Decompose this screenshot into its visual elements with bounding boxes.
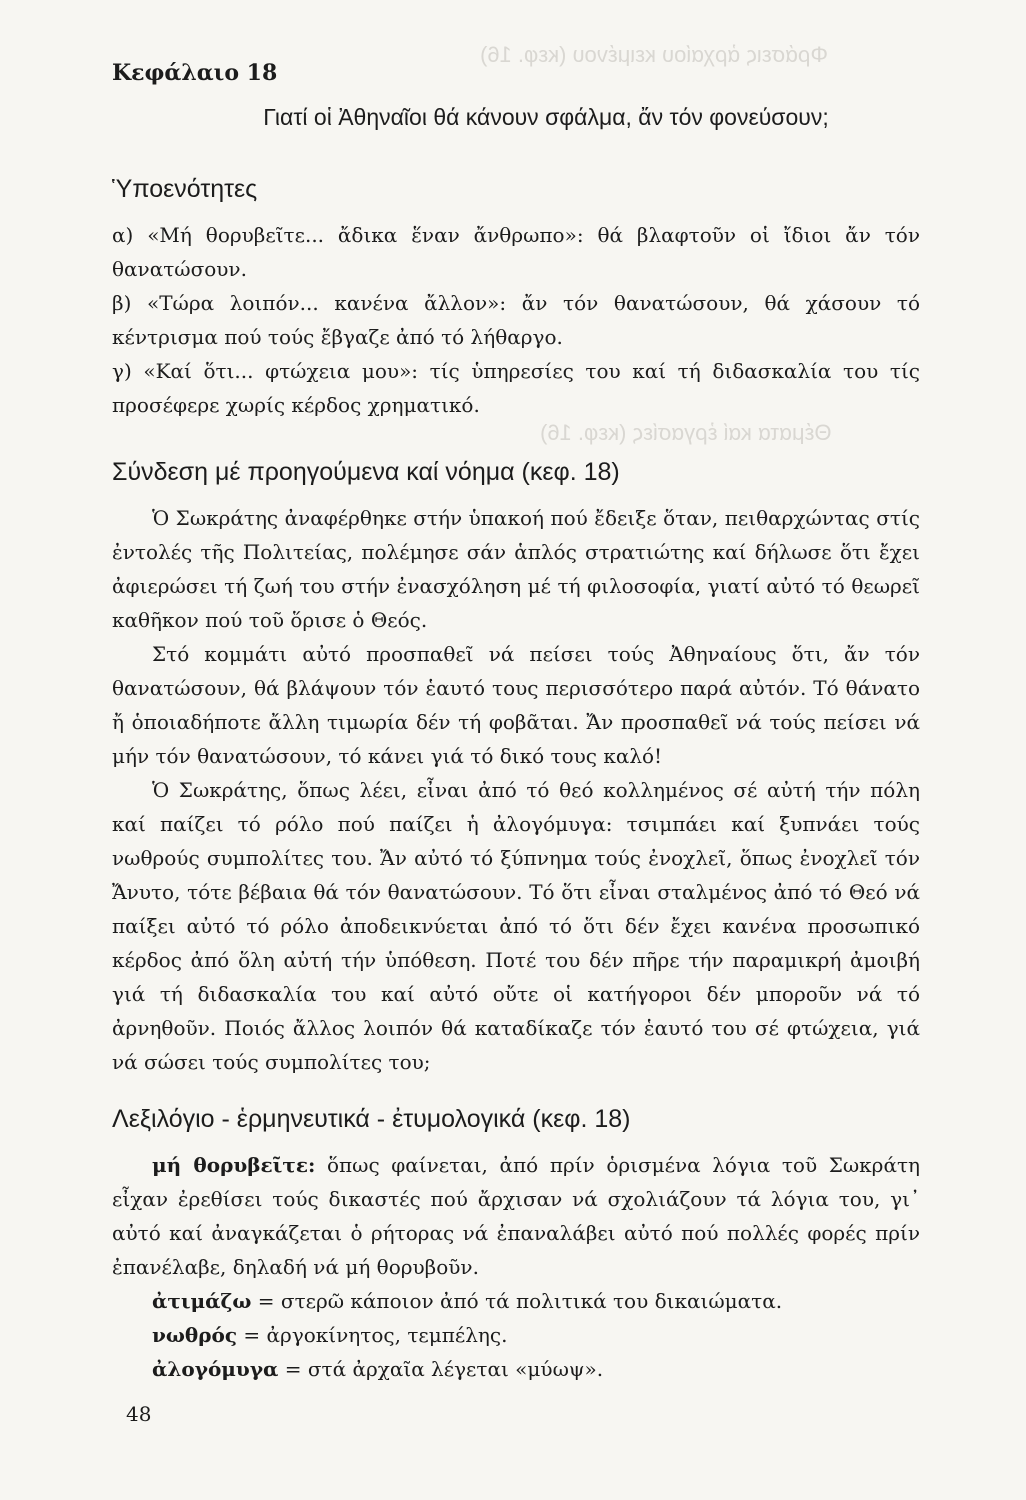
hypotheses-list xyxy=(112,218,920,422)
lexicon-title: Λεξιλόγιο - ἑρμηνευτικά - ἐτυμολογικά (κεφ. 18) xyxy=(112,1105,631,1133)
lexicon-definition: = στά ἀρχαῖα λέγεται «μύωψ». xyxy=(278,1357,604,1381)
lexicon-term: μή θορυβεῖτε: xyxy=(152,1153,316,1177)
lexicon-list xyxy=(112,1148,920,1386)
lexicon-definition: = ἀργοκίνητος, τεμπέλης. xyxy=(237,1323,508,1347)
hypothesis-item: β) «Τώρα λοιπόν... κανένα ἄλλον»: ἄν τόν θανατώσουν, θά χάσουν τό κέντρισμα πού τούς ἔβγαζε ἀπό τό λήθαργο. xyxy=(112,291,920,349)
hypothesis-item: γ) «Καί ὅτι... φτώχεια μου»: τίς ὑπηρεσίες του καί τή διδασκαλία του τίς προσέφερε χωρίς κέρδος χρηματικό. xyxy=(112,359,920,417)
lexicon-entry xyxy=(112,1284,920,1318)
lexicon-term: ἀλογόμυγα xyxy=(152,1357,279,1381)
lexicon-entry xyxy=(112,1318,920,1352)
connection-title: Σύνδεση μέ προηγούμενα καί νόημα (κεφ. 18) xyxy=(112,458,620,486)
lexicon-term: ἀτιμάζω xyxy=(152,1289,252,1313)
hypotheses-title: Ὑποενότητες xyxy=(112,175,258,203)
chapter-question: Γιατί οἱ Ἀθηναῖοι θά κάνουν σφάλμα, ἄν τόν φονεύσουν; xyxy=(263,104,829,130)
lexicon-term: νωθρός xyxy=(152,1323,238,1347)
bleed-through-text: Θέματα καί ἐργασίες (κεφ. 16) xyxy=(540,420,832,445)
page-number: 48 xyxy=(126,1402,152,1426)
page-content xyxy=(112,60,920,1386)
lexicon-entry xyxy=(112,1352,920,1386)
hypothesis-item: α) «Μή θορυβεῖτε... ἄδικα ἕναν ἄνθρωπο»: θά βλαφτοῦν οἱ ἴδιοι ἄν τόν θανατώσουν. xyxy=(112,223,920,281)
lexicon-definition: ὅπως φαίνεται, ἀπό πρίν ὁρισμένα λόγια τοῦ Σωκράτη εἶχαν ἐρεθίσει τούς δικαστές πού ἄρχισαν νά σχολιάζουν τά λόγια του, γι᾽ αὐτό καί ἀναγκάζεται ὁ ρήτορας νά ἐπαναλάβει αὐτό πού πολλές φορές πρίν ἐπανέλαβε, δηλαδή νά μή θορυβοῦν. xyxy=(112,1153,920,1279)
paragraph: Ὁ Σωκράτης ἀναφέρθηκε στήν ὑπακοή πού ἔδειξε ὅταν, πειθαρχώντας στίς ἐντολές τῆς Πολιτείας, πολέμησε σάν ἁπλός στρατιώτης καί δήλωσε ὅτι ἔχει ἀφιερώσει τή ζωή του στήν ἐνασχόληση μέ τή φιλοσοφία, γιατί αὐτό τό θεωρεῖ καθῆκον πού τοῦ ὅρισε ὁ Θεός. xyxy=(112,506,920,632)
connection-body xyxy=(112,501,920,1079)
bleed-through-text: Φράσεις ἀρχαίου κειμένου (κεφ. 16) xyxy=(480,42,828,67)
lexicon-definition: = στερῶ κάποιον ἀπό τά πολιτικά του δικαιώματα. xyxy=(251,1289,783,1313)
paragraph: Ὁ Σωκράτης, ὅπως λέει, εἶναι ἀπό τό θεό κολλημένος σέ αὐτή τήν πόλη καί παίζει τό ρόλο πού παίζει ἡ ἀλογόμυγα: τσιμπάει καί ξυπνάει τούς νωθρούς συμπολίτες του. Ἄν αὐτό τό ξύπνημα τούς ἐνοχλεῖ, ὅπως ἐνοχλεῖ τόν Ἄνυτο, τότε βέβαια θά τόν θανατώσουν. Τό ὅτι εἶναι σταλμένος ἀπό τό Θεό νά παίξει αὐτό τό ρόλο ἀποδεικνύεται ἀπό τό ὅτι δέν ἔχει κανένα προσωπικό κέρδος ἀπό ὅλη αὐτή τήν ὑπόθεση. Ποτέ του δέν πῆρε τήν παραμικρή ἀμοιβή γιά τή διδασκαλία του καί αὐτό οὔτε οἱ κατήγοροι δέν μποροῦν νά τό ἀρνηθοῦν. Ποιός ἄλλος λοιπόν θά καταδίκαζε τόν ἑαυτό του σέ φτώχεια, γιά νά σώσει τούς συμπολίτες του; xyxy=(112,778,920,1074)
paragraph: Στό κομμάτι αὐτό προσπαθεῖ νά πείσει τούς Ἀθηναίους ὅτι, ἄν τόν θανατώσουν, θά βλάψουν τόν ἑαυτό τους περισσότερο παρά αὐτόν. Τό θάνατο ἤ ὁποιαδήποτε ἄλλη τιμωρία δέν τή φοβᾶται. Ἄν προσπαθεῖ νά τούς πείσει νά μήν τόν θανατώσουν, τό κάνει γιά τό δικό τους καλό! xyxy=(112,642,920,768)
lexicon-entry xyxy=(112,1148,920,1284)
chapter-heading: Κεφάλαιο 18 xyxy=(112,60,278,86)
